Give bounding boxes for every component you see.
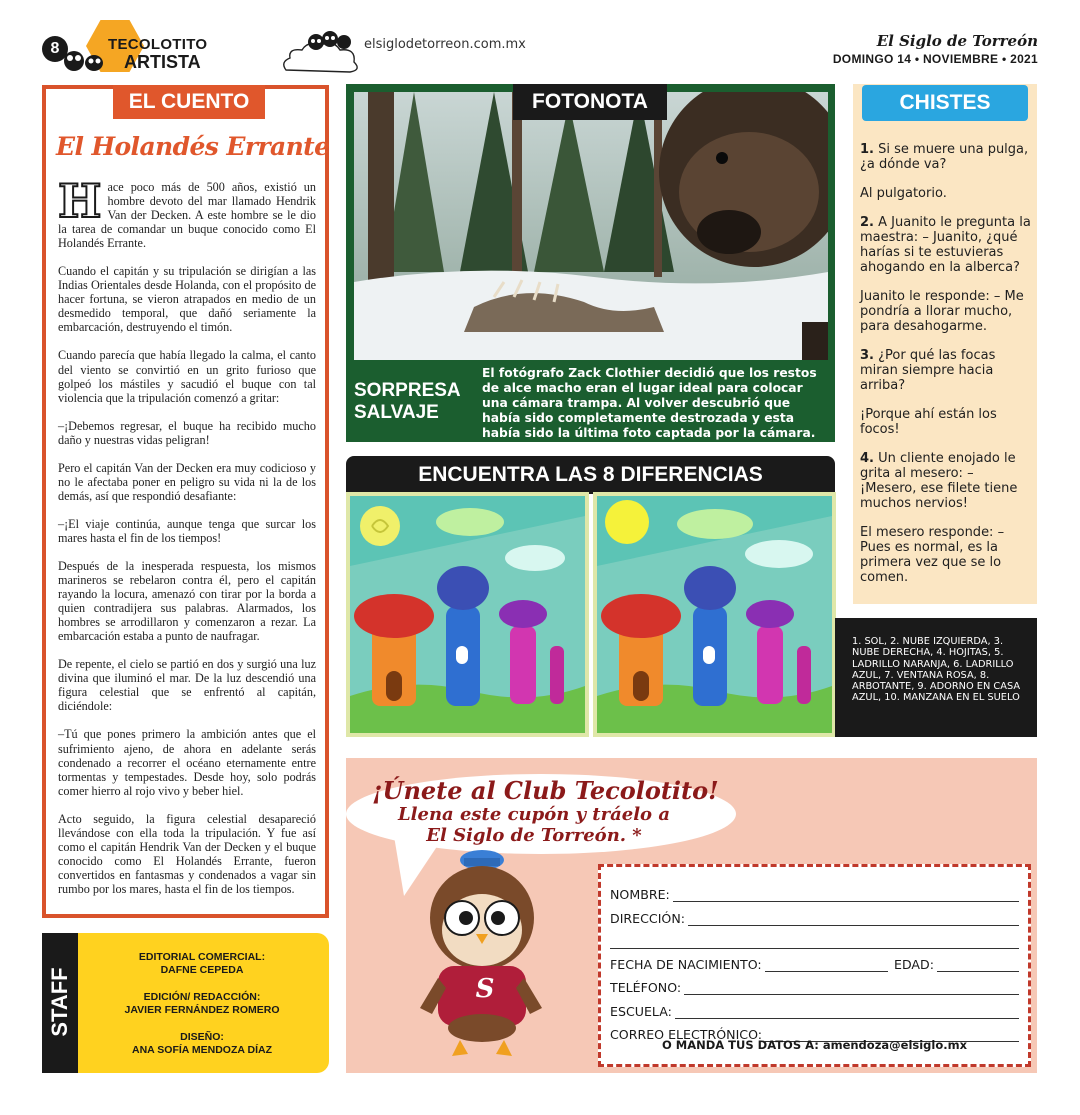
story-paragraph: –¡Debemos regresar, el buque ha recibido mucho daño y nuestras vidas peligran! [58,418,316,447]
section-name-line2: ARTISTA [124,52,201,72]
website-url[interactable]: elsiglodetorreon.com.mx [364,37,526,52]
staff-credit: EDICIÓN/ REDACCIÓN: JAVIER FERNÁNDEZ ROMERO [124,991,280,1016]
club-subtitle: Llena este cupón y tráelo a El Siglo de Torreón. * [398,804,670,846]
story-paragraph: –Tú que pones primero la ambición antes que el sufrimiento ajeno, de ahora en adelante serás condenado a recorrer el océano eternamente entre tormentas y tempestades. Desde hoy, solo podrás comer hierro al rojo vivo y beber hiel. [58,727,316,798]
cartoon-town-icon [350,496,585,733]
field-row-name[interactable]: NOMBRE: [610,879,1019,902]
photo-note-tag: FOTONOTA [513,84,667,120]
phone-field[interactable] [684,983,1019,995]
story-section [42,85,329,918]
joke-question: 3. ¿Por qué las focas miran siempre hacia arriba? [860,348,996,393]
photo-note-section [346,84,835,442]
story-paragraph: Acto seguido, la figura celestial desapareció llevándose con ella toda la tripulación. Y fue así como el capitán Hendrik Van der Decken y el buque conocido como El Holandés Errante, fueron convertidos en fantasmas y condenados a vagar sin rumbo por los mares, hasta el fin de los tiempos. [58,811,316,896]
story-tag: EL CUENTO [113,85,265,119]
school-field[interactable] [675,1007,1019,1019]
age-field[interactable] [937,960,1019,972]
owl-mascot-icon [416,848,546,1063]
differences-picture-left [346,492,589,737]
field-row-school[interactable]: ESCUELA: [610,995,1019,1018]
jokes-body [860,142,1032,599]
staff-label: STAFF [47,967,72,1037]
joke-answer: Al pulgatorio. [860,186,947,201]
story-title: El Holandés Errante [56,132,330,161]
owl-logo-icon [62,44,108,72]
section-name-line1: TECOLOTITO [108,36,208,53]
birthdate-field[interactable] [765,960,888,972]
field-row-address-2[interactable] [610,926,1019,949]
club-title: ¡Únete al Club Tecolotito! [372,776,719,805]
field-row-email[interactable]: CORREO ELECTRÓNICO: [610,1019,1019,1042]
story-paragraph: Cuando el capitán y su tripulación se dirigían a las Indias Orientales desde Holanda, con el propósito de hacer fortuna, se vieron atrapados en medio de un desmedido temporal, que dañó seriamente la embarcación, destruyendo el timón. [58,264,316,335]
club-coupon-section [346,758,1037,1073]
newspaper-name: El Siglo de Torreón [876,32,1038,50]
story-paragraph: Después de la inesperada respuesta, los mismos marineros se rebelaron contra él, pero el capitán rayando la locura, amenazó con tirar por la borda a quien contradijera sus palabras. Alarmados, los hombres se arrodillaron y comenzaron a rezar. La embarcación estaba a punto de naufragar. [58,558,316,644]
story-paragraph: De repente, el cielo se partió en dos y surgió una luz divina que iluminó el mar. De la luz descendió una figura celestial que se enfrentó al capitán, diciéndole: [58,657,316,714]
joke-answer: El mesero responde: – Pues es normal, es la primera vez que se lo comen. [860,525,1005,585]
staff-box [42,933,329,1073]
page-number: 8 [42,36,68,62]
cartoon-town-icon [597,496,832,733]
field-row-address[interactable]: DIRECCIÓN: [610,902,1019,925]
signup-coupon [598,864,1031,1067]
story-paragraph: Hace poco más de 500 años, existió un hombre devoto del mar llamado Hendrik Van der Decken. A este hombre se le dio la tarea de comandar un buque conocido como El Holandés Errante. [58,174,316,251]
address-field[interactable] [688,914,1019,926]
bear-photo [354,92,828,360]
differences-picture-right [593,492,836,737]
story-paragraph: Cuando parecía que había llegado la calma, el canto del viento se convirtió en un grito furioso que golpeó los mástiles y sacudió el buque con tal violencia que la tripulación comenzó a gritar: [58,348,316,405]
differences-answers: 1. SOL, 2. NUBE IZQUIERDA, 3. NUBE DERECHA, 4. HOJITAS, 5. LADRILLO NARANJA, 6. LADRILLO AZUL, 7. VENTANA ROSA, 8. ARBOTANTE, 9. ADORNO EN CASA AZUL, 10. MANZANA EN EL SUELO [835,618,1037,737]
story-paragraph: –¡El viaje continúa, aunque tenga que surcar los mares hasta el fin de los tiempos! [58,516,316,545]
joke-question: 1. Si se muere una pulga, ¿a dónde va? [860,142,1029,172]
staff-credit: DISEÑO: ANA SOFÍA MENDOZA DÍAZ [132,1031,272,1056]
name-field[interactable] [673,890,1019,902]
jokes-tag: CHISTES [862,85,1028,121]
address-field-line2[interactable] [610,937,1019,949]
story-paragraph: Pero el capitán Van der Decken era muy codicioso y no le afectaba poner en peligro su vida ni la de los demás, así que respondió desafiante: [58,460,316,503]
story-body [58,174,316,910]
field-row-birth[interactable]: FECHA DE NACIMIENTO: EDAD: [610,949,1019,972]
photo-note-text: El fotógrafo Zack Clothier decidió que los restos de alce macho eran el lugar ideal para colocar una cámara trampa. Al volver descubrió que había sido completamente destrozada y esta había sido la última foto captada por la cámara. [482,366,817,440]
field-row-phone[interactable]: TELÉFONO: [610,972,1019,995]
issue-date: DOMINGO 14 • NOVIEMBRE • 2021 [832,52,1038,66]
photo-note-headline: SORPRESA SALVAJE [354,380,461,423]
joke-answer: ¡Porque ahí están los focos! [860,407,997,437]
staff-credit: EDITORIAL COMERCIAL: DAFNE CEPEDA [138,951,266,976]
joke-answer: Juanito le responde: – Me pondría a llorar mucho, para desahogarme. [860,289,1024,334]
joke-question: 4. Un cliente enojado le grita al mesero: – ¡Mesero, ese filete tiene muchos nervios! [860,451,1018,511]
mascot-shirt-letter: S [475,974,495,1004]
cloud-owls-icon [278,26,362,78]
differences-title: ENCUENTRA LAS 8 DIFERENCIAS [346,456,835,494]
joke-question: 2. A Juanito le pregunta la maestra: – Juanito, ¿qué harías si te estuvieras ahogando en la alberca? [860,215,1031,275]
story-dropcap: H [58,174,102,228]
coupon-footer: O MANDA TUS DATOS A: amendoza@elsiglo.mx [661,1038,968,1052]
jokes-section [853,84,1037,604]
